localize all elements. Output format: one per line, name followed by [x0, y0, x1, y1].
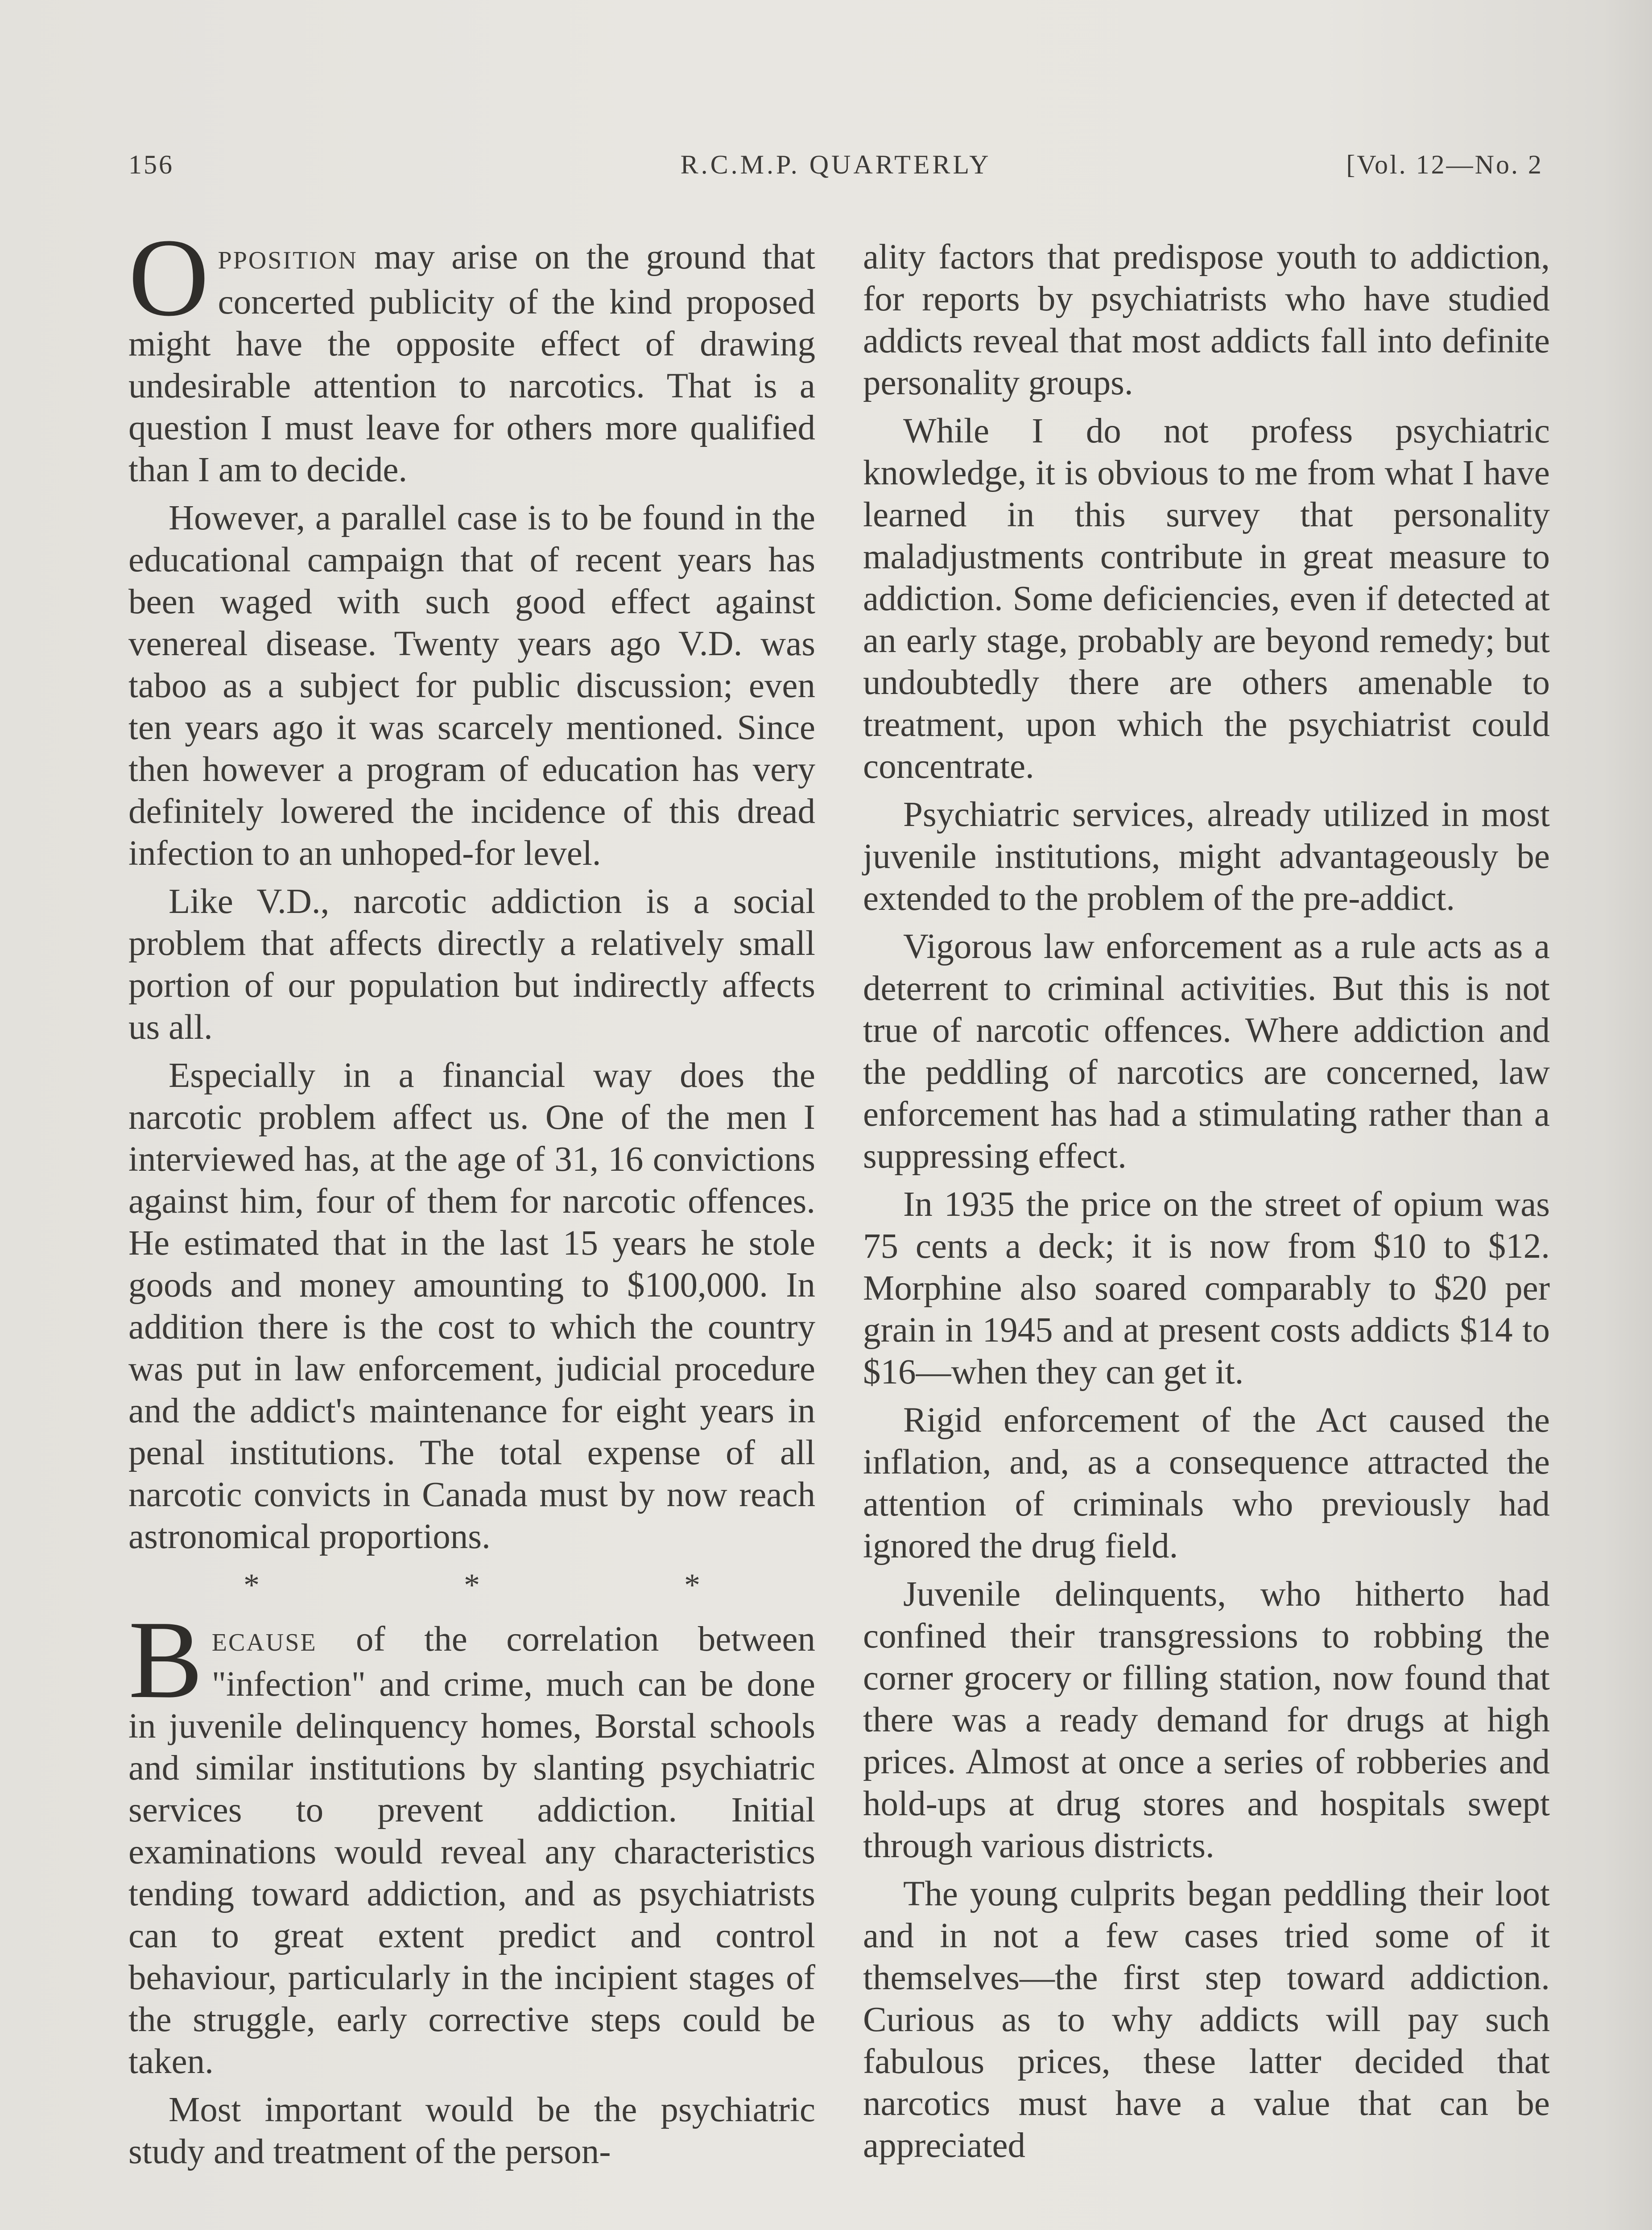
journal-title: R.C.M.P. QUARTERLY [680, 150, 991, 179]
paragraph-text: of the correlation between "infection" and crime, much can be done in juvenile delinquency homes, Borstal schools and similar institutions by slanting psychiatric services to prevent addiction. Initial examinations would reveal any characteristics tending toward addiction, and as psychiatrists can to great extent predict and control behaviour, particularly in the incipient stages of the struggle, early corrective steps could be taken. [128, 1620, 815, 2081]
paragraph-parallel-case: However, a parallel case is to be found in the educational campaign that of recent years has been waged with such good effect against venereal disease. Twenty years ago V.D. was taboo as a subject for public discussion; even ten years ago it was scarcely mentioned. Since then however a program of education has very definitely lowered the incidence of this dread infection to an unhoped-for level. [128, 499, 815, 873]
paragraph-like-vd: Like V.D., narcotic addiction is a social problem that affects directly a relatively small portion of our population but indirectly affects us all. [128, 882, 815, 1047]
small-caps-lead: ECAUSE [211, 1629, 317, 1656]
paragraph-psychiatric-services: Psychiatric services, already utilized in most juvenile institutions, might advantageously be extended to the problem of the pre-addict. [863, 795, 1550, 918]
small-caps-lead: PPOSITION [218, 247, 358, 274]
paragraph-prices: In 1935 the price on the street of opium was 75 cents a deck; it is now from $10 to $12. Morphine also soared comparably to $20 per grain in 1945 and at present costs addicts $14 to $16—when they can get it. [863, 1185, 1550, 1392]
paragraph-financial: Especially in a financial way does the narcotic problem affect us. One of the men I interviewed has, at the age of 31, 16 convictions against him, four of them for narcotic offences. He estimated that in the last 15 years he stole goods and money amounting to $100,000. In addition there is the cost to which the country was put in law enforcement, judicial procedure and the addict's maintenance for eight years in penal institutions. The total expense of all narcotic convicts in Canada must by now reach astronomical proportions. [128, 1056, 815, 1556]
section-separator: * * * [244, 1567, 798, 1603]
paragraph-text: may arise on the ground that concerted publicity of the kind proposed might have the opposite effect of drawing undesirable attention to narcotics. That is a question I must leave for others more qualified than I am to decide. [128, 238, 815, 489]
paragraph-continued: ality factors that predispose youth to addiction, for reports by psychiatrists who have studied addicts reveal that most addicts fall into definite personality groups. [863, 238, 1550, 402]
paragraph-rigid-enforcement: Rigid enforcement of the Act caused the inflation, and, as a consequence attracted the attention of criminals who previously had ignored the drug field. [863, 1401, 1550, 1565]
paragraph-most-important: Most important would be the psychiatric study and treatment of the person- [128, 2090, 815, 2171]
paragraph-because [128, 1598, 815, 2083]
left-column [128, 216, 815, 2179]
drop-cap-b: B [128, 1598, 203, 1722]
paragraph-law-enforcement: Vigorous law enforcement as a rule acts as a deterrent to criminal activities. But this is not true of narcotic offences. Where addiction and the peddling of narcotics are concerned, law enforcement has had a stimulating rather than a suppressing effect. [863, 927, 1550, 1176]
running-header [128, 149, 1543, 190]
right-column [863, 236, 1550, 2173]
paragraph-young-culprits: The young culprits began peddling their loot and in not a few cases tried some of it themselves—the first step toward addiction. Curious as to why addicts will pay such fabulous prices, these latter decided that narcotics must have a value that can be appreciated [863, 1875, 1550, 2165]
volume-number: [Vol. 12—No. 2 [1346, 150, 1543, 179]
drop-cap-o: O [128, 216, 209, 339]
paragraph-juvenile-delinquents: Juvenile delinquents, who hitherto had confined their transgressions to robbing the corner grocery or filling station, now found that there was a ready demand for drugs at high prices. Almost at once a series of robberies and hold-ups at drug stores and hospitals swept through various districts. [863, 1575, 1550, 1865]
page-number: 156 [128, 150, 174, 179]
paragraph-opposition [128, 216, 815, 491]
paragraph-psychiatric-knowledge: While I do not profess psychiatric knowledge, it is obvious to me from what I have learned in this survey that personality maladjustments contribute in great measure to addiction. Some deficiencies, even if detected at an early stage, probably are beyond remedy; but undoubtedly there are others amenable to treatment, upon which the psychiatrist could concentrate. [863, 412, 1550, 786]
